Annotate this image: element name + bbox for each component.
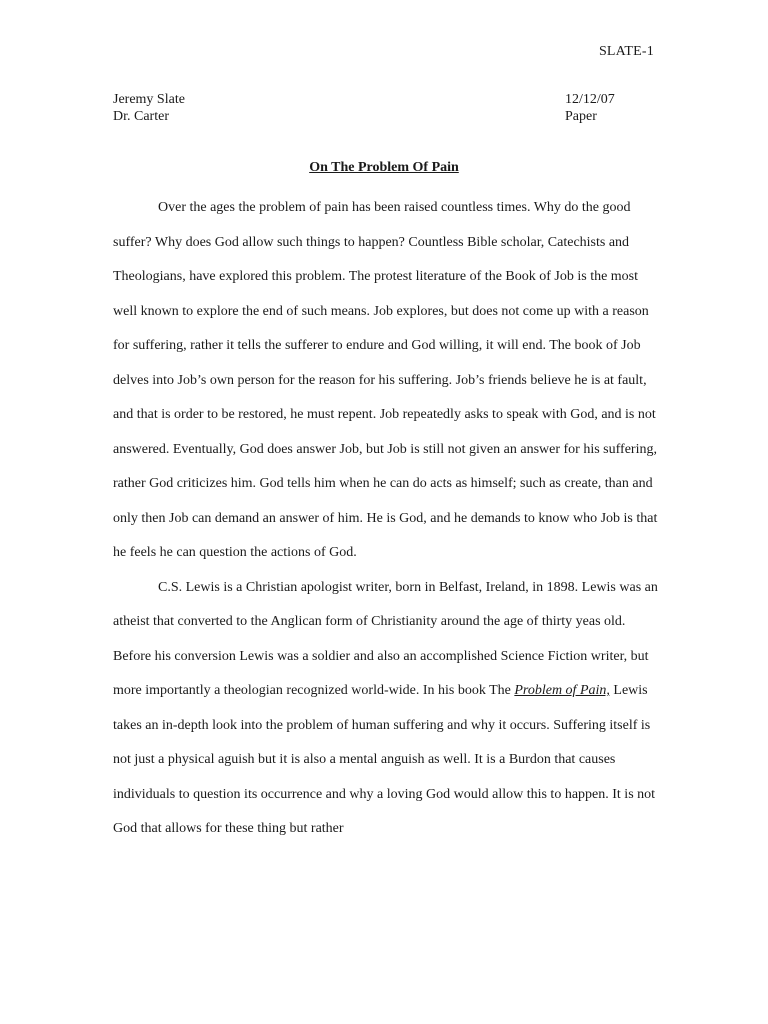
paragraph-2-start: C.S. Lewis is a Christian apologist writer, born in Belfast, Ireland, in 1898. Lewis was an atheist that converted to the Anglican form of Christianity around the age of thirty yeas old. Before his conversion Lewis was a soldier and also an accomplished Science Fiction writer, but more importantly a theologian recognized world-wide. In his book The — [113, 579, 658, 698]
document-type: Paper — [565, 109, 597, 124]
paper-title: On The Problem Of Pain — [309, 160, 459, 175]
paragraph-2-end: Lewis takes an in-depth look into the problem of human suffering and why it occurs. Suffering itself is not just a physical aguish but it is also a mental anguish as well. It is a Burdon that causes individuals to question its occurrence and why a loving God would allow this to happen. It is not God that allows for these thing but rather — [113, 683, 656, 836]
instructor-name: Dr. Carter — [113, 109, 169, 124]
author-name: Jeremy Slate — [113, 92, 185, 107]
paragraph-2 — [113, 571, 658, 847]
paper-date: 12/12/07 — [565, 92, 615, 107]
heading-row-1 — [113, 91, 655, 108]
running-header: SLATE-1 — [598, 44, 654, 59]
book-title-reference: Problem of Pain, — [514, 683, 610, 698]
paper-body — [113, 191, 658, 847]
paragraph-1: Over the ages the problem of pain has been raised countless times. Why do the good suffer? Why does God allow such things to happen? Countless Bible scholar, Catechists and Theologians, have explored this problem. The protest literature of the Book of Job is the most well known to explore the end of such means. Job explores, but does not come up with a reason for suffering, rather it tells the sufferer to endure and God willing, it will end. The book of Job delves into Job’s own person for the reason for his suffering. Job’s friends believe he is at fault, and that is order to be restored, he must repent. Job repeatedly asks to speak with God, and is not answered. Eventually, God does answer Job, but Job is still not given an answer for his suffering, rather God criticizes him. God tells him when he can do acts as himself; such as create, than and only then Job can demand an answer of him. He is God, and he demands to know who Job is that he feels he can question the actions of God. — [113, 200, 658, 560]
heading-block — [113, 91, 655, 125]
heading-row-2 — [113, 108, 655, 125]
